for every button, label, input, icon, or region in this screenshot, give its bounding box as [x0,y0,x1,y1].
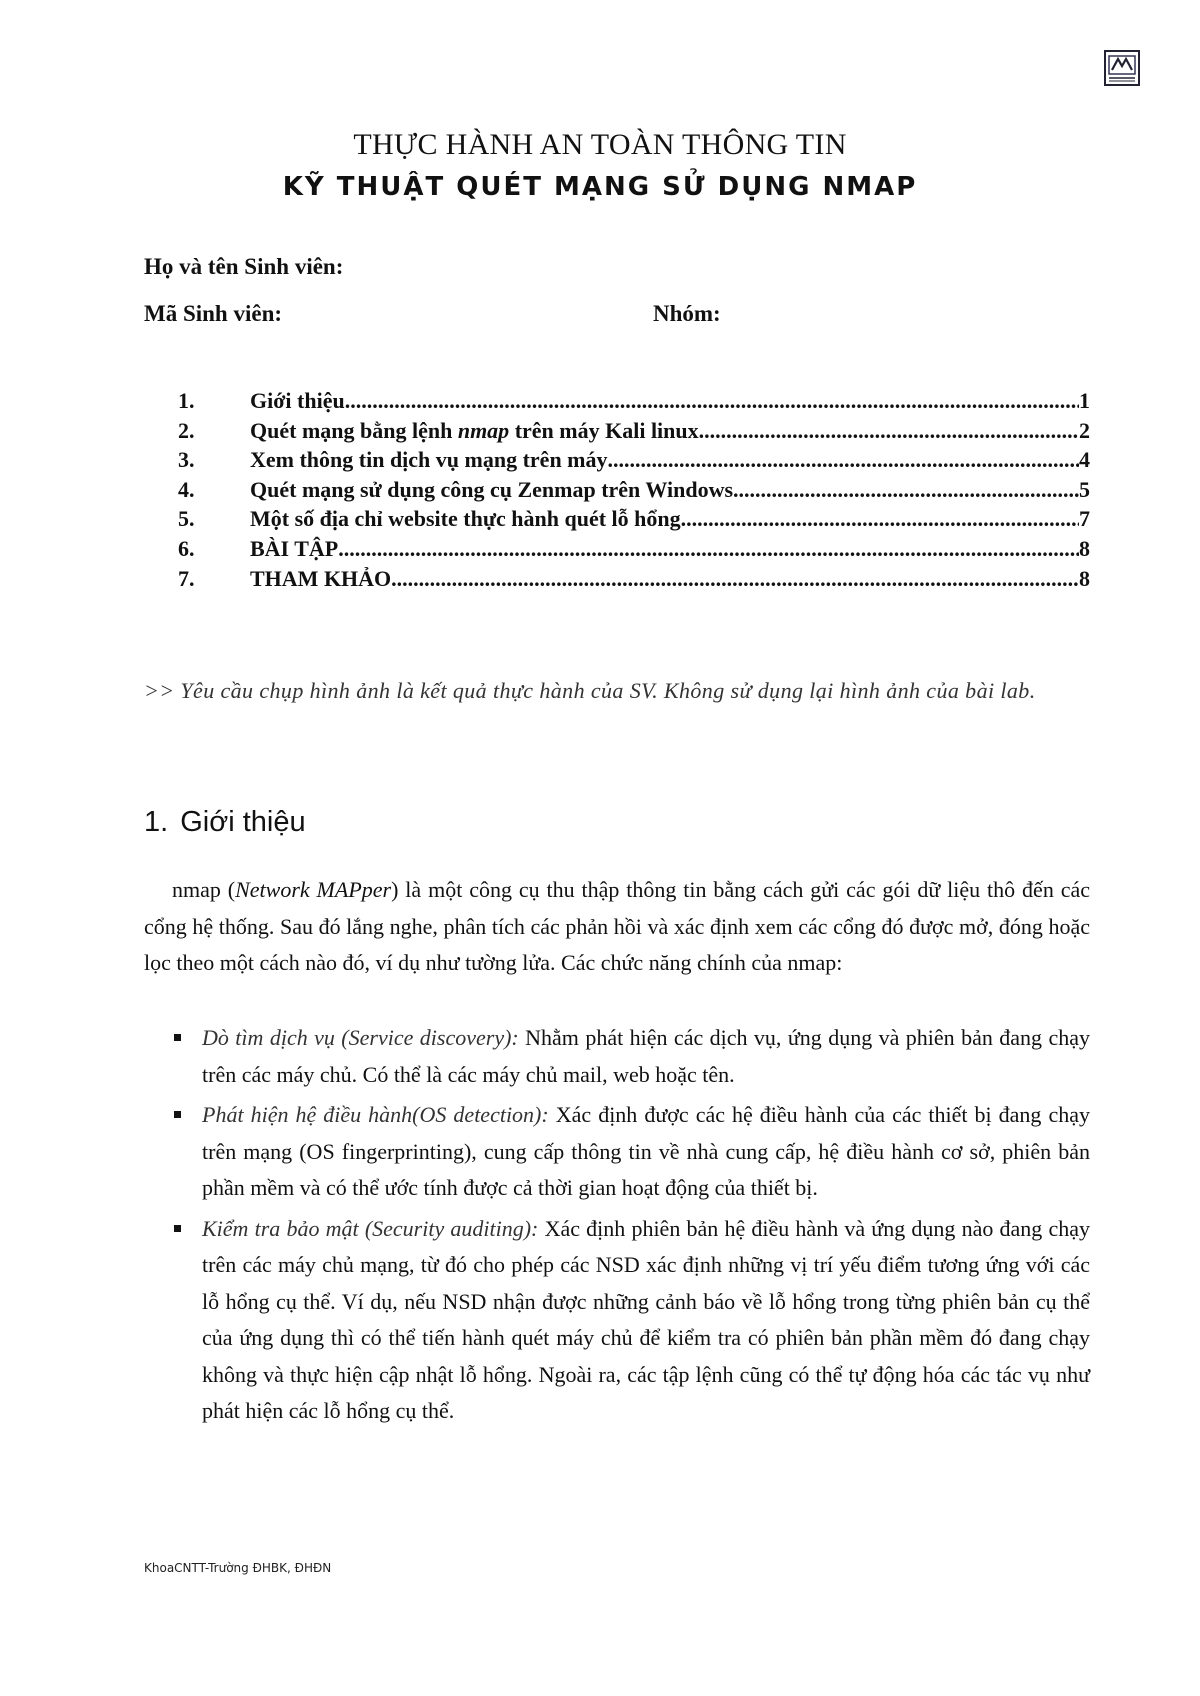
feature-term: Kiểm tra bảo mật (Security auditing): [202,1215,539,1241]
toc-label: THAM KHẢO [250,565,392,591]
toc-page: 8 [1079,535,1090,561]
toc-number: 6. [178,535,195,561]
bullet-icon [174,1111,181,1118]
toc-entry-3[interactable] [178,447,1090,477]
feature-term: Phát hiện hệ điều hành(OS detection): [202,1102,549,1127]
toc-number: 2. [178,417,195,443]
list-item [144,1211,1090,1430]
feature-description: Nhằm phát hiện các dịch vụ, ứng dụng và phiên bản đang chạy trên các máy chủ. Có thể là các máy chủ mail, web hoặc tên. [202,1025,1090,1087]
toc-number: 7. [178,565,195,591]
document-subtitle: KỸ THUẬT QUÉT MẠNG SỬ DỤNG NMAP [282,172,918,202]
toc-entry-5[interactable] [178,506,1090,536]
intro-paragraph: nmap (Network MAPper) là một công cụ thu thập thông tin bằng cách gửi các gói dữ liệu thô đến các cổng hệ thống. Sau đó lắng nghe, phân tích các phản hồi và xác định xem các cổng đó được mở, đóng hoặc lọc theo một cách nào đó, ví dụ như tường lửa. Các chức năng chính của nmap: [144,877,1091,975]
toc-leader [338,536,1079,562]
feature-description: Xác định phiên bản hệ điều hành và ứng dụng nào đang chạy trên các máy chủ mạng, từ đó cho phép các NSD xác định những vị trí yếu điểm tương ứng với các lỗ hổng cụ thể. Ví dụ, nếu NSD nhận được những cảnh báo về lỗ hổng trong từng phiên bản cụ thể của ứng dụng thì có thể tiến hành quét máy chủ để kiểm tra có phiên bản phần mềm đó đang chạy không và thực hiện cập nhật lỗ hổng. Ngoài ra, các tập lệnh cũng có thể tự động hóa các tác vụ như phát hiện các lỗ hổng cụ thể. [202,1215,1090,1423]
toc-entry-7[interactable] [178,566,1090,596]
toc-entry-6[interactable] [178,536,1090,566]
toc-leader [699,418,1079,444]
section-heading [144,806,306,839]
feature-list [144,1020,1090,1434]
toc-label: Giới thiệu [250,388,345,413]
university-logo-icon [1104,50,1140,86]
toc-number: 3. [178,447,195,473]
toc-label: Quét mạng sử dụng công cụ Zenmap trên Windows [250,476,734,502]
toc-page: 1 [1079,388,1090,413]
toc-leader [391,566,1079,592]
table-of-contents [178,388,1090,595]
toc-leader [345,388,1079,414]
page-footer: KhoaCNTT-Trường ĐHBK, ĐHĐN [144,1561,332,1575]
toc-number: 1. [178,388,195,413]
toc-entry-1[interactable] [178,388,1090,418]
toc-leader [681,506,1079,532]
bullet-icon [174,1034,181,1041]
toc-page: 7 [1079,506,1090,532]
feature-term: Dò tìm dịch vụ (Service discovery): [202,1025,519,1050]
list-item [144,1020,1090,1093]
toc-entry-2[interactable] [178,418,1090,448]
toc-number: 5. [178,506,195,532]
bullet-icon [174,1225,181,1232]
toc-label: BÀI TẬP [250,535,339,561]
toc-label: Quét mạng bằng lệnh nmap trên máy Kali linux [250,417,699,443]
toc-leader [608,447,1079,473]
lab-instruction-note: >> Yêu cầu chụp hình ảnh là kết quả thực hành của SV. Không sử dụng lại hình ảnh của bài lab. [144,678,1036,703]
section-number: 1. [144,806,169,838]
student-id-label: Mã Sinh viên: [144,301,283,326]
feature-description: Xác định được các hệ điều hành của các thiết bị đang chạy trên mạng (OS fingerprinting), cung cấp thông tin về nhà cung cấp, hệ điều hành cơ sở, phiên bản phần mềm và có thể ước tính được cả thời gian hoạt động của thiết bị. [202,1102,1090,1200]
toc-label: Xem thông tin dịch vụ mạng trên máy [250,447,608,473]
toc-label: Một số địa chỉ website thực hành quét lỗ hổng [250,506,681,532]
toc-leader [733,477,1079,503]
document-title: THỰC HÀNH AN TOÀN THÔNG TIN [353,128,847,161]
toc-page: 5 [1079,476,1090,502]
list-item [144,1097,1090,1207]
section-title: Giới thiệu [180,806,306,838]
toc-number: 4. [178,476,195,502]
toc-entry-4[interactable] [178,477,1090,507]
group-label: Nhóm: [653,301,721,326]
toc-page: 8 [1079,565,1090,591]
toc-page: 2 [1079,417,1090,443]
toc-page: 4 [1079,447,1090,473]
student-name-label: Họ và tên Sinh viên: [144,254,344,279]
